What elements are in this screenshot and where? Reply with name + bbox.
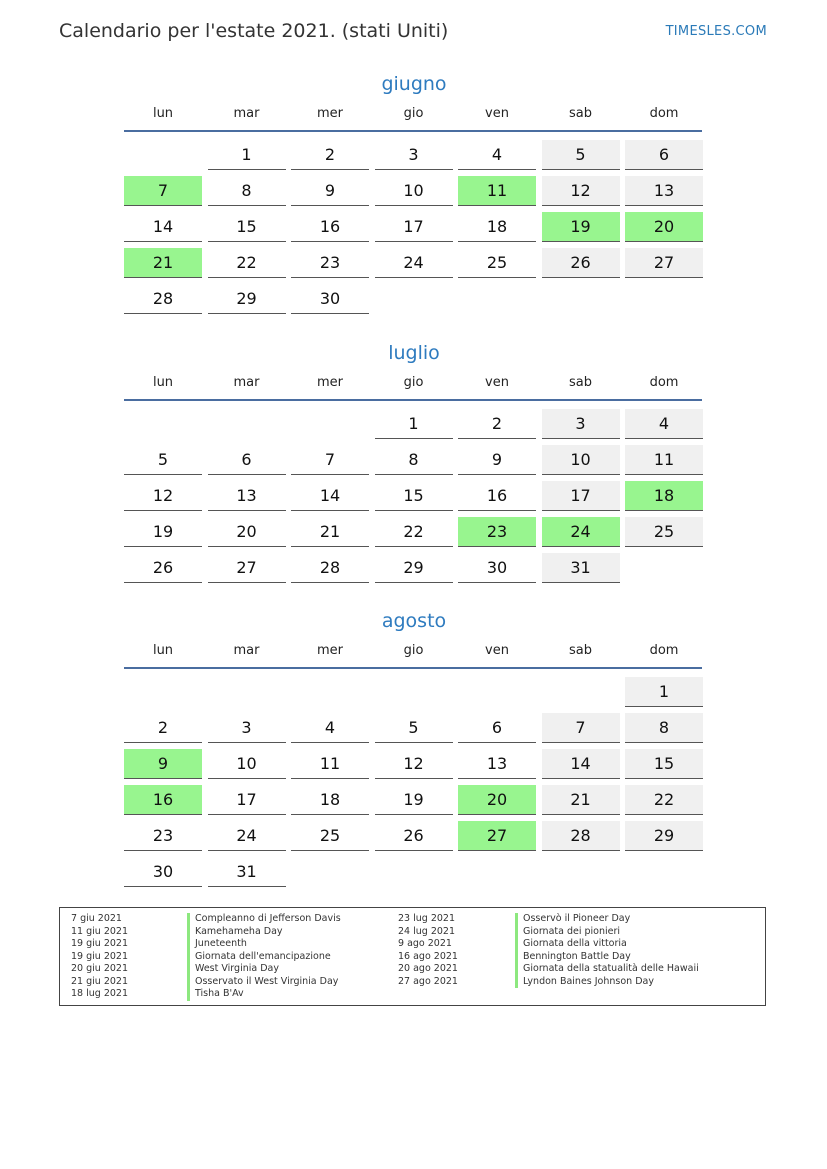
page-title: Calendario per l'estate 2021. (stati Uniti) <box>59 20 449 42</box>
legend-column-left <box>71 913 341 1001</box>
week-row <box>124 208 704 244</box>
empty-day-cell <box>124 677 202 707</box>
day-cell[interactable]: 22 <box>208 248 286 278</box>
day-cell[interactable]: 13 <box>625 176 703 206</box>
day-cell[interactable]: 29 <box>375 553 453 583</box>
legend-row <box>71 938 247 951</box>
legend-holiday-name: Bennington Battle Day <box>515 951 631 964</box>
legend-row <box>398 963 699 976</box>
empty-day-cell <box>542 857 620 887</box>
day-cell[interactable]: 24 <box>375 248 453 278</box>
month-title: luglio <box>388 342 440 364</box>
holiday-day-cell[interactable]: 21 <box>124 248 202 278</box>
legend-holiday-name: West Virginia Day <box>187 963 279 976</box>
day-cell[interactable]: 7 <box>291 445 369 475</box>
weekday-label: mer <box>316 643 343 658</box>
day-cell[interactable]: 6 <box>458 713 536 743</box>
day-cell[interactable]: 12 <box>124 481 202 511</box>
day-cell[interactable]: 22 <box>375 517 453 547</box>
week-row <box>124 136 704 172</box>
legend-date: 24 lug 2021 <box>398 925 455 937</box>
empty-day-cell <box>208 409 286 439</box>
day-cell[interactable]: 26 <box>542 248 620 278</box>
day-cell[interactable]: 6 <box>208 445 286 475</box>
day-cell[interactable]: 17 <box>542 481 620 511</box>
brand-logo[interactable]: TIMESLES.COM <box>665 24 767 39</box>
day-cell[interactable]: 13 <box>458 749 536 779</box>
weeks-grid <box>124 673 704 889</box>
month-title: giugno <box>381 73 447 95</box>
weekday-label: mer <box>316 375 343 390</box>
legend-date: 19 giu 2021 <box>71 950 128 962</box>
legend-holiday-name: Compleanno di Jefferson Davis <box>187 913 341 926</box>
legend-holiday-name: Tisha B'Av <box>187 988 244 1001</box>
legend-holiday-name: Lyndon Baines Johnson Day <box>515 976 654 989</box>
day-cell[interactable]: 10 <box>375 176 453 206</box>
day-cell[interactable]: 30 <box>124 857 202 887</box>
day-cell[interactable]: 10 <box>208 749 286 779</box>
weekday-label: lun <box>152 106 174 121</box>
day-cell[interactable]: 5 <box>375 713 453 743</box>
week-row <box>124 853 704 889</box>
day-cell[interactable]: 14 <box>124 212 202 242</box>
holiday-day-cell[interactable]: 23 <box>458 517 536 547</box>
day-cell[interactable]: 9 <box>291 176 369 206</box>
header-divider <box>124 667 702 669</box>
empty-day-cell <box>291 857 369 887</box>
week-row <box>124 405 704 441</box>
empty-day-cell <box>542 284 620 314</box>
week-row <box>124 673 704 709</box>
day-cell[interactable]: 17 <box>208 785 286 815</box>
holiday-day-cell[interactable]: 20 <box>625 212 703 242</box>
day-cell[interactable]: 5 <box>124 445 202 475</box>
legend-date: 11 giu 2021 <box>71 925 128 937</box>
day-cell[interactable]: 16 <box>291 212 369 242</box>
holiday-day-cell[interactable]: 27 <box>458 821 536 851</box>
day-cell[interactable]: 30 <box>291 284 369 314</box>
legend-holiday-name: Osservò il Pioneer Day <box>515 913 630 926</box>
day-cell[interactable]: 18 <box>291 785 369 815</box>
legend-row <box>71 975 339 989</box>
legend-row <box>71 950 331 964</box>
weekday-label: gio <box>403 643 424 658</box>
weekday-header <box>124 375 704 397</box>
week-row <box>124 280 704 316</box>
day-cell[interactable]: 22 <box>625 785 703 815</box>
legend-holiday-name: Giornata della vittoria <box>515 938 627 951</box>
weekday-label: dom <box>649 643 679 658</box>
month-luglio <box>124 339 704 585</box>
legend-date: 21 giu 2021 <box>71 975 128 987</box>
day-cell[interactable]: 9 <box>458 445 536 475</box>
day-cell[interactable]: 8 <box>625 713 703 743</box>
day-cell[interactable]: 2 <box>124 713 202 743</box>
day-cell[interactable]: 15 <box>375 481 453 511</box>
empty-day-cell <box>124 409 202 439</box>
empty-day-cell <box>458 677 536 707</box>
weekday-label: gio <box>403 106 424 121</box>
week-row <box>124 709 704 745</box>
day-cell[interactable]: 29 <box>625 821 703 851</box>
day-cell[interactable]: 14 <box>542 749 620 779</box>
day-cell[interactable]: 21 <box>542 785 620 815</box>
day-cell[interactable]: 31 <box>208 857 286 887</box>
weekday-label: dom <box>649 375 679 390</box>
legend-row <box>398 925 621 939</box>
weekday-label: gio <box>403 375 424 390</box>
empty-day-cell <box>625 284 703 314</box>
legend-holiday-name: Giornata dei pionieri <box>515 926 620 939</box>
day-cell[interactable]: 4 <box>291 713 369 743</box>
empty-day-cell <box>458 857 536 887</box>
legend-date: 19 giu 2021 <box>71 938 128 949</box>
empty-day-cell <box>124 140 202 170</box>
holiday-day-cell[interactable]: 9 <box>124 749 202 779</box>
weeks-grid <box>124 405 704 585</box>
holiday-day-cell[interactable]: 19 <box>542 212 620 242</box>
week-row <box>124 781 704 817</box>
legend-holiday-name: Giornata dell'emancipazione <box>187 951 331 964</box>
day-cell[interactable]: 23 <box>291 248 369 278</box>
day-cell[interactable]: 4 <box>625 409 703 439</box>
day-cell[interactable]: 4 <box>458 140 536 170</box>
day-cell[interactable]: 18 <box>458 212 536 242</box>
legend-date: 27 ago 2021 <box>398 975 458 987</box>
weekday-header <box>124 106 704 128</box>
legend-row <box>71 988 244 1001</box>
day-cell[interactable]: 12 <box>375 749 453 779</box>
weekday-label: dom <box>649 106 679 121</box>
week-row <box>124 441 704 477</box>
empty-day-cell <box>375 857 453 887</box>
legend-holiday-name: Giornata della statualità delle Hawaii <box>515 963 699 976</box>
day-cell[interactable]: 28 <box>124 284 202 314</box>
empty-day-cell <box>375 284 453 314</box>
day-cell[interactable]: 24 <box>208 821 286 851</box>
holiday-day-cell[interactable]: 11 <box>458 176 536 206</box>
day-cell[interactable]: 16 <box>458 481 536 511</box>
legend-column-right <box>398 913 699 988</box>
legend-row <box>71 913 341 926</box>
day-cell[interactable]: 1 <box>375 409 453 439</box>
legend-row <box>71 925 283 939</box>
day-cell[interactable]: 10 <box>542 445 620 475</box>
day-cell[interactable]: 11 <box>291 749 369 779</box>
day-cell[interactable]: 14 <box>291 481 369 511</box>
legend-row <box>71 963 279 976</box>
weekday-header <box>124 643 704 665</box>
weekday-label: ven <box>485 375 509 390</box>
day-cell[interactable]: 15 <box>625 749 703 779</box>
legend-date: 9 ago 2021 <box>398 938 452 949</box>
day-cell[interactable]: 28 <box>291 553 369 583</box>
day-cell[interactable]: 6 <box>625 140 703 170</box>
empty-day-cell <box>625 857 703 887</box>
weekday-label: mar <box>233 106 260 121</box>
header-divider <box>124 399 702 401</box>
day-cell[interactable]: 1 <box>208 140 286 170</box>
day-cell[interactable]: 13 <box>208 481 286 511</box>
day-cell[interactable]: 8 <box>375 445 453 475</box>
day-cell[interactable]: 3 <box>375 140 453 170</box>
day-cell[interactable]: 31 <box>542 553 620 583</box>
empty-day-cell <box>208 677 286 707</box>
day-cell[interactable]: 3 <box>542 409 620 439</box>
header-divider <box>124 130 702 132</box>
day-cell[interactable]: 12 <box>542 176 620 206</box>
month-title: agosto <box>381 610 447 632</box>
week-row <box>124 745 704 781</box>
day-cell[interactable]: 19 <box>124 517 202 547</box>
day-cell[interactable]: 21 <box>291 517 369 547</box>
weeks-grid <box>124 136 704 316</box>
weekday-label: ven <box>485 643 509 658</box>
holiday-day-cell[interactable]: 20 <box>458 785 536 815</box>
legend-row <box>398 913 631 926</box>
weekday-label: mar <box>233 375 260 390</box>
legend-holiday-name: Juneteenth <box>187 938 247 951</box>
weekday-label: mar <box>233 643 260 658</box>
holiday-day-cell[interactable]: 16 <box>124 785 202 815</box>
day-cell[interactable]: 26 <box>124 553 202 583</box>
week-row <box>124 172 704 208</box>
day-cell[interactable]: 11 <box>625 445 703 475</box>
day-cell[interactable]: 7 <box>542 713 620 743</box>
weekday-label: sab <box>569 375 592 390</box>
day-cell[interactable]: 5 <box>542 140 620 170</box>
day-cell[interactable]: 25 <box>625 517 703 547</box>
week-row <box>124 817 704 853</box>
day-cell[interactable]: 8 <box>208 176 286 206</box>
day-cell[interactable]: 1 <box>625 677 703 707</box>
weekday-label: ven <box>485 106 509 121</box>
empty-day-cell <box>291 409 369 439</box>
day-cell[interactable]: 30 <box>458 553 536 583</box>
empty-day-cell <box>458 284 536 314</box>
day-cell[interactable]: 27 <box>625 248 703 278</box>
legend-row <box>398 950 631 964</box>
week-row <box>124 513 704 549</box>
day-cell[interactable]: 17 <box>375 212 453 242</box>
legend-row <box>398 938 627 951</box>
day-cell[interactable]: 25 <box>458 248 536 278</box>
week-row <box>124 477 704 513</box>
day-cell[interactable]: 20 <box>208 517 286 547</box>
empty-day-cell <box>375 677 453 707</box>
empty-day-cell <box>625 553 703 583</box>
day-cell[interactable]: 26 <box>375 821 453 851</box>
day-cell[interactable]: 19 <box>375 785 453 815</box>
legend-date: 23 lug 2021 <box>398 913 455 924</box>
weekday-label: lun <box>152 375 174 390</box>
holiday-day-cell[interactable]: 7 <box>124 176 202 206</box>
empty-day-cell <box>542 677 620 707</box>
month-agosto <box>124 607 704 889</box>
day-cell[interactable]: 25 <box>291 821 369 851</box>
month-giugno <box>124 70 704 316</box>
legend-date: 20 giu 2021 <box>71 963 128 974</box>
holiday-legend <box>59 907 766 1006</box>
weekday-label: lun <box>152 643 174 658</box>
day-cell[interactable]: 2 <box>458 409 536 439</box>
day-cell[interactable]: 2 <box>291 140 369 170</box>
week-row <box>124 244 704 280</box>
weekday-label: sab <box>569 106 592 121</box>
day-cell[interactable]: 29 <box>208 284 286 314</box>
legend-holiday-name: Kamehameha Day <box>187 926 283 939</box>
day-cell[interactable]: 15 <box>208 212 286 242</box>
legend-date: 16 ago 2021 <box>398 950 458 962</box>
day-cell[interactable]: 28 <box>542 821 620 851</box>
day-cell[interactable]: 27 <box>208 553 286 583</box>
day-cell[interactable]: 23 <box>124 821 202 851</box>
weekday-label: mer <box>316 106 343 121</box>
empty-day-cell <box>291 677 369 707</box>
legend-row <box>398 975 654 989</box>
legend-date: 7 giu 2021 <box>71 913 122 924</box>
legend-date: 20 ago 2021 <box>398 963 458 974</box>
holiday-day-cell[interactable]: 24 <box>542 517 620 547</box>
day-cell[interactable]: 3 <box>208 713 286 743</box>
legend-holiday-name: Osservato il West Virginia Day <box>187 976 338 989</box>
holiday-day-cell[interactable]: 18 <box>625 481 703 511</box>
week-row <box>124 549 704 585</box>
legend-date: 18 lug 2021 <box>71 988 128 999</box>
weekday-label: sab <box>569 643 592 658</box>
